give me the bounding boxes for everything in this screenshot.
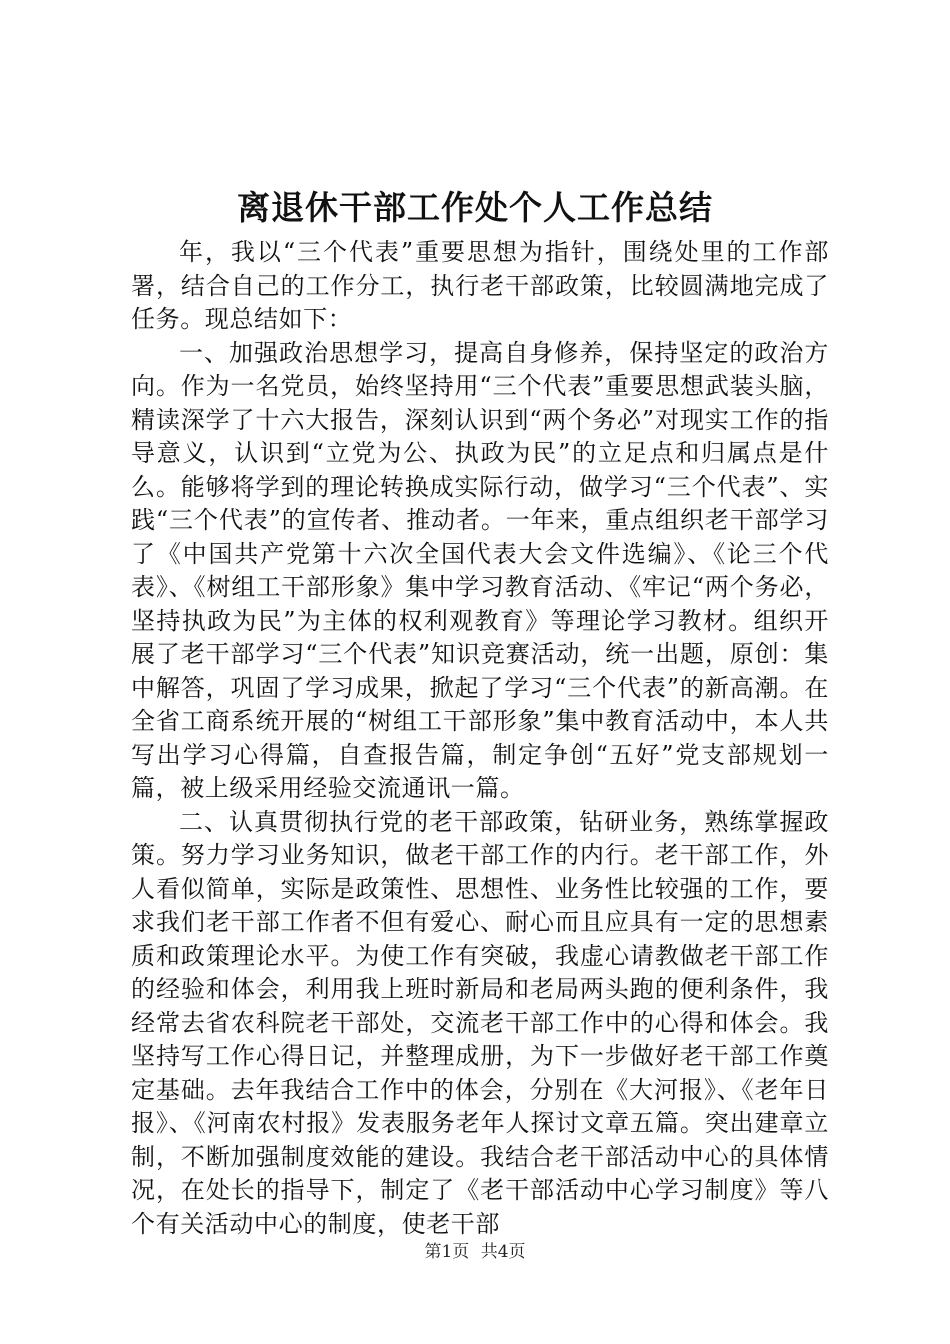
document-title: 离退休干部工作处个人工作总结 [237,188,713,227]
paragraph-section-two: 二、认真贯彻执行党的老干部政策，钻研业务，熟练掌握政策。努力学习业务知识，做老干部工作的内行。老干部工作，外人看似简单，实际是政策性、思想性、业务性比较强的工作，要求我们老干部工作者不但有爱心、耐心而且应具有一定的思想素质和政策理论水平。为使工作有突破，我虚心请教做老干部工作的经验和体会，利用我上班时新局和老局两头跑的便利条件，我经常去省农科院老干部处，交流老干部工作中的心得和体会。我坚持写工作心得日记，并整理成册，为下一步做好老干部工作奠定基础。去年我结合工作中的体会，分别在《大河报》、《老年日报》、《河南农村报》发表服务老年人探讨文章五篇。突出建章立制，不断加强制度效能的建设。我结合老干部活动中心的具体情况，在处长的指导下，制定了《老干部活动中心学习制度》等八个有关活动中心的制度，使老干部 [131,807,829,1238]
page-footer [0,1240,950,1264]
page-number: 第1页 [424,1242,470,1262]
document-body [131,236,829,1241]
paragraph-intro: 年，我以“三个代表”重要思想为指针，围绕处里的工作部署，结合自己的工作分工，执行老干部政策，比较圆满地完成了任务。现总结如下： [131,238,829,333]
page-total: 共4页 [480,1242,526,1262]
paragraph-section-one: 一、加强政治思想学习，提高自身修养，保持坚定的政治方向。作为一名党员，始终坚持用“三个代表”重要思想武装头脑，精读深学了十六大报告，深刻认识到“两个务必”对现实工作的指导意义，认识到“立党为公、执政为民”的立足点和归属点是什么。能够将学到的理论转换成实际行动，做学习“三个代表”、实践“三个代表”的宣传者、推动者。一年来，重点组织老干部学习了《中国共产党第十六次全国代表大会文件选编》、《论三个代表》、《树组工干部形象》集中学习教育活动、《牢记“两个务必，坚持执政为民”为主体的权利观教育》等理论学习教材。组织开展了老干部学习“三个代表”知识竞赛活动，统一出题，原创：集中解答，巩固了学习成果，掀起了学习“三个代表”的新高潮。在全省工商系统开展的“树组工干部形象”集中教育活动中，本人共写出学习心得篇，自查报告篇，制定争创“五好”党支部规划一篇，被上级采用经验交流通讯一篇。 [131,338,829,802]
